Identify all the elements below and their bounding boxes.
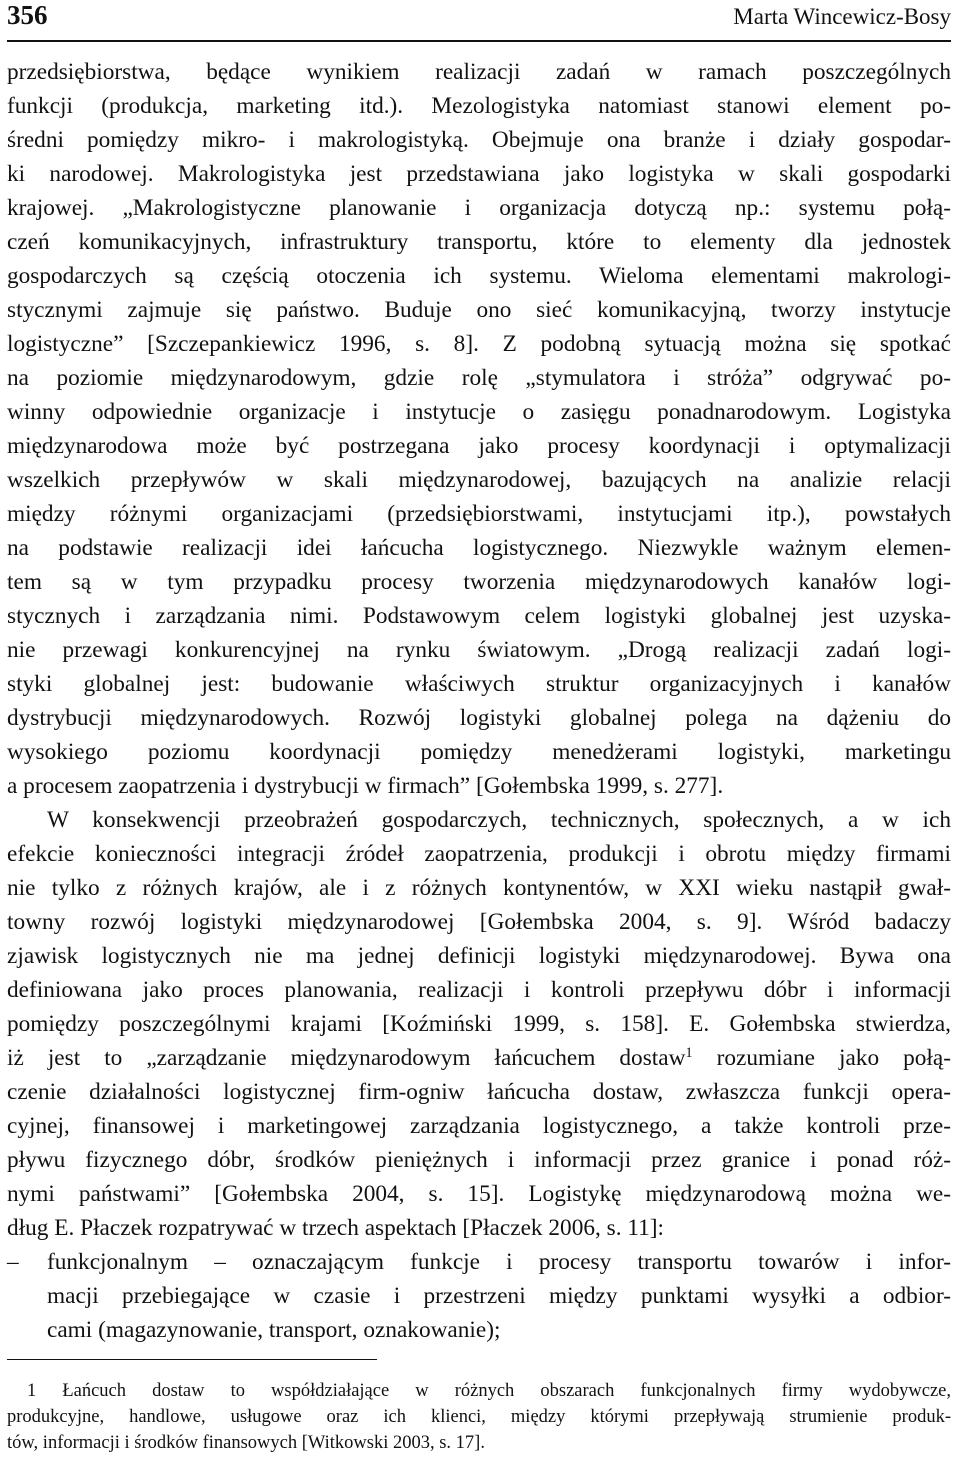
text-line: pomiędzy poszczególnymi krajami [Koźmiński 1999, s. 158]. E. Gołembska stwierdza, (7, 1011, 951, 1037)
list-item-line: macji przebiegające w czasie i przestrzeni między punktami wysyłki a odbior- (47, 1283, 951, 1309)
text-line: pływu fizycznego dóbr, środków pieniężnych i informacji przez granice i ponad róż- (7, 1147, 951, 1173)
list-item-line: funkcjonalnym – oznaczającym funkcje i procesy transportu towarów i infor- (47, 1249, 951, 1275)
text-line: międzynarodowa może być postrzegana jako procesy koordynacji i optymalizacji (7, 433, 951, 459)
text-line: cyjnej, finansowej i marketingowej zarządzania logistycznego, a także kontroli prze- (7, 1113, 951, 1139)
list-item-line: cami (magazynowanie, transport, oznakowanie); (47, 1317, 501, 1343)
text-line: nie przewagi konkurencyjnej na rynku światowym. „Drogą realizacji zadań logi- (7, 637, 951, 663)
text-line: ki narodowej. Makrologistyka jest przedstawiana jako logistyka w skali gospodarki (7, 161, 951, 187)
text-line: dług E. Płaczek rozpatrywać w trzech aspektach [Płaczek 2006, s. 11]: (7, 1215, 665, 1241)
text-line: logistyczne” [Szczepankiewicz 1996, s. 8]. Z podobną sytuacją można się spotkać (7, 331, 951, 357)
text-line: gospodarczych są częścią otoczenia ich systemu. Wieloma elementami makrologi- (7, 263, 951, 289)
footnote-reference: 1 (685, 1045, 693, 1062)
text-segment: iż jest to „zarządzanie międzynarodowym łańcuchem dostaw (7, 1045, 686, 1071)
text-line: wysokiego poziomu koordynacji pomiędzy menedżerami logistyki, marketingu (7, 739, 951, 765)
text-segment: Łańcuch dostaw to współdziałające w różnych obszarach funkcjonalnych firmy wydobywcze, (36, 1381, 951, 1401)
text-line: a procesem zaopatrzenia i dystrybucji w firmach” [Gołembska 1999, s. 277]. (7, 773, 724, 799)
text-line: dystrybucji międzynarodowych. Rozwój logistyki globalnej polega na dążeniu do (7, 705, 951, 731)
footnote-line: produkcyjne, handlowe, usługowe oraz ich klienci, między którymi przepływają strumienie produk- (7, 1407, 951, 1427)
text-line: na podstawie realizacji idei łańcucha logistycznego. Niezwykle ważnym elemen- (7, 535, 951, 561)
text-line: między różnymi organizacjami (przedsiębiorstwami, instytucjami itp.), powstałych (7, 501, 951, 527)
text-line: W konsekwencji przeobrażeń gospodarczych, technicznych, społecznych, a w ich (47, 807, 951, 833)
text-line: towny rozwój logistyki międzynarodowej [Gołembska 2004, s. 9]. Wśród badaczy (7, 909, 951, 935)
list-bullet: – (7, 1249, 19, 1275)
text-line: wszelkich przepływów w skali międzynarodowej, bazujących na analizie relacji (7, 467, 951, 493)
text-line: stycznych i zarządzania nimi. Podstawowym celem logistyki globalnej jest uzyska- (7, 603, 951, 629)
text-segment: rozumiane jako połą- (692, 1045, 951, 1071)
text-line: średni pomiędzy mikro- i makrologistyką. Obejmuje ona branże i działy gospodar- (7, 127, 951, 153)
footnote-line: tów, informacji i środków finansowych [Witkowski 2003, s. 17]. (7, 1433, 485, 1453)
footnote-line (27, 1378, 951, 1404)
page-number: 356 (7, 0, 48, 30)
text-line (7, 1041, 951, 1075)
text-line: winny odpowiednie organizacje i instytucje o zasięgu ponadnarodowym. Logistyka (7, 399, 951, 425)
text-line: styki globalnej jest: budowanie właściwych struktur organizacyjnych i kanałów (7, 671, 951, 697)
running-header (7, 0, 951, 42)
footnote-separator (7, 1359, 377, 1360)
text-line: zjawisk logistycznych nie ma jednej definicji logistyki międzynarodowej. Bywa ona (7, 943, 951, 969)
text-line: krajowej. „Makrologistyczne planowanie i organizacja dotyczą np.: systemu połą- (7, 195, 951, 221)
text-line: efekcie konieczności integracji źródeł zaopatrzenia, produkcji i obrotu między firmami (7, 841, 951, 867)
text-line: czenie działalności logistycznej firm-ogniw łańcucha dostaw, zwłaszcza funkcji opera- (7, 1079, 951, 1105)
text-line: nymi państwami” [Gołembska 2004, s. 15]. Logistykę międzynarodową można we- (7, 1181, 951, 1207)
running-head-author: Marta Wincewicz-Bosy (733, 4, 951, 29)
text-line: przedsiębiorstwa, będące wynikiem realizacji zadań w ramach poszczególnych (7, 59, 951, 85)
text-line: na poziomie międzynarodowym, gdzie rolę „stymulatora i stróża” odgrywać po- (7, 365, 951, 391)
text-line: definiowana jako proces planowania, realizacji i kontroli przepływu dóbr i informacji (7, 977, 951, 1003)
text-line: nie tylko z różnych krajów, ale i z różnych kontynentów, w XXI wieku nastąpił gwał- (7, 875, 951, 901)
footnote-marker: 1 (27, 1381, 37, 1401)
text-line: funkcji (produkcja, marketing itd.). Mezologistyka natomiast stanowi element po- (7, 93, 951, 119)
text-line: tem są w tym przypadku procesy tworzenia międzynarodowych kanałów logi- (7, 569, 951, 595)
text-line: czeń komunikacyjnych, infrastruktury transportu, które to elementy dla jednostek (7, 229, 951, 255)
text-line: stycznymi zajmuje się państwo. Buduje ono sieć komunikacyjną, tworzy instytucje (7, 297, 951, 323)
